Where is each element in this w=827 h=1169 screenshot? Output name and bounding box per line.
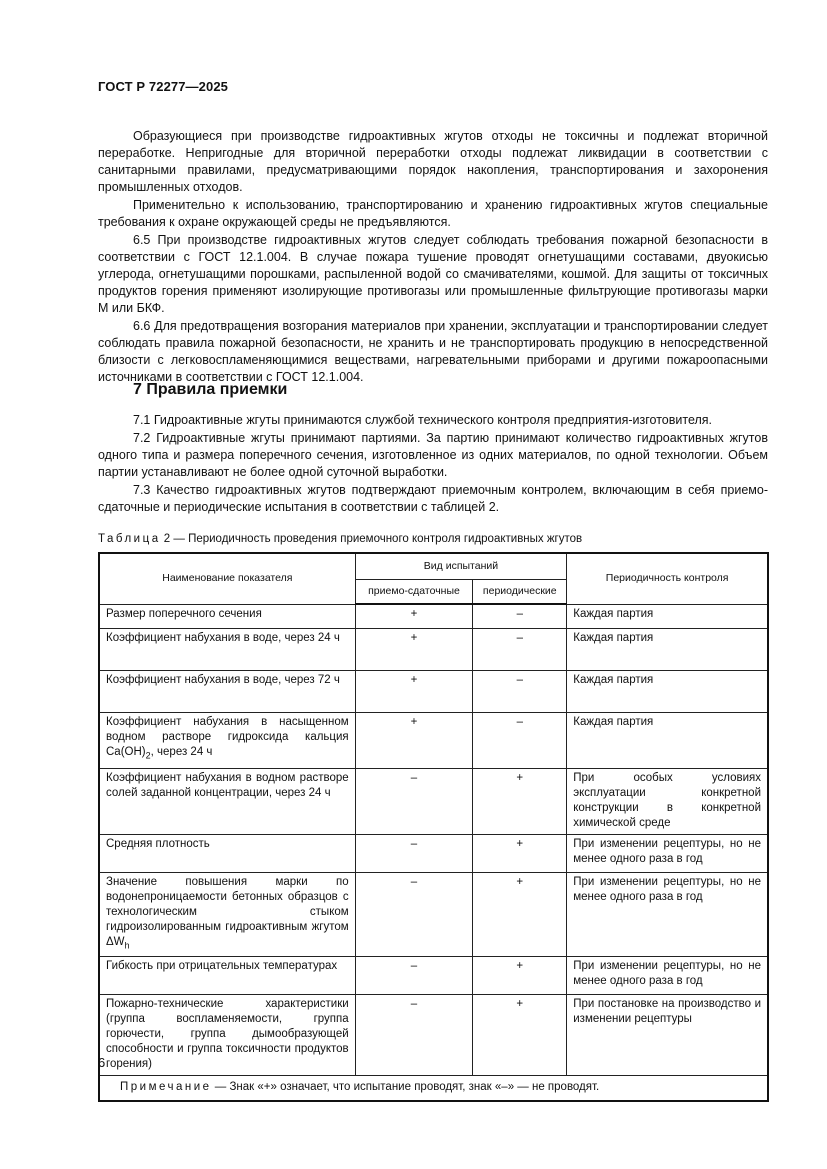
indicator-name-text: Значение повышения марки по водонепроницаемости бетонных образцов с технологическим стыком гидроизолированным гидроактивным жгутом ΔW [106, 875, 349, 948]
body-text-block [98, 128, 768, 387]
cell-periodic-test: + [473, 768, 567, 834]
indicator-name-text: Коэффициент набухания в насыщенном водном растворе гидроксида кальция Ca(OH) [106, 715, 349, 758]
cell-acceptance-test: + [355, 604, 473, 628]
cell-indicator-name [99, 994, 355, 1075]
cell-periodic-test: – [473, 628, 567, 670]
cell-control-frequency: Каждая партия [567, 712, 768, 768]
cell-periodic-test: + [473, 834, 567, 872]
indicator-name-text: Коэффициент набухания в воде, через 24 ч [106, 631, 340, 644]
cell-control-frequency: Каждая партия [567, 628, 768, 670]
indicator-name-tail: , через 24 ч [150, 745, 213, 758]
cell-acceptance-test: – [355, 834, 473, 872]
note-text: — Знак «+» означает, что испытание проводят, знак «–» — не проводят. [211, 1080, 600, 1093]
cell-indicator-name [99, 768, 355, 834]
table-row [99, 834, 768, 872]
paragraph: 7.1 Гидроактивные жгуты принимаются службой технического контроля предприятия-изготовителя. [133, 413, 713, 427]
indicator-name-text: Гибкость при отрицательных температурах [106, 959, 338, 972]
table-row [99, 670, 768, 712]
cell-control-frequency: При постановке на производство и изменении рецептуры [567, 994, 768, 1075]
indicator-name-text: Коэффициент набухания в водном растворе солей заданной концентрации, через 24 ч [106, 771, 349, 799]
table-row [99, 604, 768, 628]
cell-indicator-name [99, 872, 355, 956]
cell-acceptance-test: – [355, 956, 473, 994]
table-caption-text: 2 — Периодичность проведения приемочного контроля гидроактивных жгутов [160, 533, 583, 545]
table-row [99, 768, 768, 834]
table-caption-label: Таблица [98, 533, 161, 545]
cell-acceptance-test: + [355, 670, 473, 712]
paragraph: 6.5 При производстве гидроактивных жгутов следует соблюдать требования пожарной безопасности в соответствии с ГОСТ 12.1.004. В случае пожара тушение проводят огнетушащими составами, двуокисью углерода, огнетушащими порошками, распыленной водой со смачивателями, кошмой. Для защиты от токсичных продуктов горения применяют изолирующие противогазы или промышленные фильтрующие противогазы марки М или БКФ. [98, 233, 768, 315]
cell-periodic-test: + [473, 994, 567, 1075]
cell-acceptance-test: + [355, 712, 473, 768]
cell-acceptance-test: – [355, 872, 473, 956]
cell-periodic-test: – [473, 712, 567, 768]
section-text-block [98, 412, 768, 517]
cell-indicator-name [99, 604, 355, 628]
paragraph: Образующиеся при производстве гидроактивных жгутов отходы не токсичны и подлежат вторичной переработке. Непригодные для вторичной переработки отходы подлежат ликвидации в соответствии с санитарными правилами, предусматривающими порядок накопления, транспортирования и захоронения промышленных отходов. [98, 129, 768, 194]
indicator-name-text: Размер поперечного сечения [106, 607, 262, 620]
paragraph: Применительно к использованию, транспортированию и хранению гидроактивных жгутов специальные требования к охране окружающей среды не предъявляются. [98, 198, 768, 229]
header-acceptance: приемо-сдаточные [355, 580, 473, 605]
cell-periodic-test: + [473, 872, 567, 956]
cell-control-frequency: При изменении рецептуры, но не менее одного раза в год [567, 956, 768, 994]
indicator-name-subscript: h [124, 939, 130, 950]
indicator-name-text: Коэффициент набухания в воде, через 72 ч [106, 673, 340, 686]
acceptance-control-table [98, 552, 769, 1102]
cell-control-frequency: При особых условиях эксплуатации конкретной конструкции в конкретной химической среде [567, 768, 768, 834]
paragraph: 7.2 Гидроактивные жгуты принимают партиями. За партию принимают количество гидроактивных жгутов одного типа и размера поперечного сечения, изготовленное из одних материалов, по одной технологии. Объем партии устанавливают не более одной суточной выработки. [98, 431, 768, 479]
cell-periodic-test: + [473, 956, 567, 994]
document-code-header: ГОСТ Р 72277—2025 [98, 79, 228, 94]
cell-indicator-name [99, 670, 355, 712]
paragraph: 7.3 Качество гидроактивных жгутов подтверждают приемочным контролем, включающим в себя приемо-сдаточные и периодические испытания в соответствии с таблицей 2. [98, 483, 768, 514]
cell-indicator-name [99, 712, 355, 768]
page-number: 6 [98, 1055, 106, 1070]
cell-indicator-name [99, 628, 355, 670]
header-name: Наименование показателя [99, 553, 355, 604]
header-periodic: периодические [473, 580, 567, 605]
cell-indicator-name [99, 834, 355, 872]
cell-acceptance-test: – [355, 994, 473, 1075]
cell-indicator-name [99, 956, 355, 994]
table-caption [98, 533, 582, 545]
table-row [99, 956, 768, 994]
cell-acceptance-test: – [355, 768, 473, 834]
indicator-name-text: Пожарно-технические характеристики (группа воспламеняемости, группа горючести, группа дымообразующей способности и группа токсичности продуктов горения) [106, 997, 349, 1070]
indicator-name-subscript: 2 [145, 749, 151, 760]
cell-periodic-test: – [473, 604, 567, 628]
table-row [99, 994, 768, 1075]
cell-control-frequency: Каждая партия [567, 604, 768, 628]
table-row [99, 628, 768, 670]
table-note [99, 1075, 768, 1101]
table-row [99, 712, 768, 768]
cell-periodic-test: – [473, 670, 567, 712]
cell-control-frequency: При изменении рецептуры, но не менее одного раза в год [567, 872, 768, 956]
cell-control-frequency: Каждая партия [567, 670, 768, 712]
note-label: Примечание [120, 1080, 212, 1093]
header-frequency: Периодичность контроля [567, 553, 768, 604]
cell-control-frequency: При изменении рецептуры, но не менее одного раза в год [567, 834, 768, 872]
header-test-type: Вид испытаний [355, 553, 567, 580]
table-row [99, 872, 768, 956]
section-title: 7 Правила приемки [133, 381, 288, 398]
cell-acceptance-test: + [355, 628, 473, 670]
paragraph: 6.6 Для предотвращения возгорания материалов при хранении, эксплуатации и транспортировании следует соблюдать правила пожарной безопасности, не хранить и не транспортировать продукцию в непосредственной близости с легковоспламеняющимися веществами, нагревательными приборами и другими пожароопасными источниками в соответствии с ГОСТ 12.1.004. [98, 319, 768, 384]
indicator-name-text: Средняя плотность [106, 837, 210, 850]
